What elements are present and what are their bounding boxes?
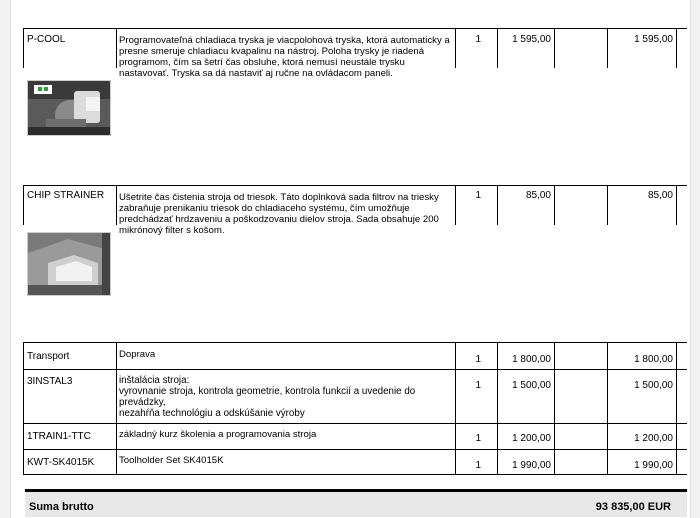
item-qty: 1 — [475, 380, 481, 391]
table-rule — [497, 28, 498, 68]
table-rule — [116, 28, 117, 68]
summary-value: 93 835,00 EUR — [595, 501, 671, 513]
item-code: 1TRAIN1-TTC — [27, 431, 91, 442]
item-total: 85,00 — [647, 190, 673, 201]
table-rule — [554, 28, 555, 68]
item-qty: 1 — [475, 34, 481, 45]
item-total: 1 595,00 — [634, 34, 673, 45]
item-code: Transport — [27, 351, 70, 362]
table-rule — [23, 185, 687, 186]
table-rule — [116, 185, 117, 225]
table-rule — [23, 423, 687, 424]
item-description: základný kurz školenia a programovania stroja — [119, 429, 317, 440]
table-rule — [455, 185, 456, 225]
item-code: P-COOL — [27, 34, 66, 45]
item-total: 1 500,00 — [634, 380, 673, 391]
summary-label: Suma brutto — [29, 501, 94, 513]
table-rule — [23, 449, 687, 450]
item-qty: 1 — [475, 433, 481, 444]
summary-bar — [25, 489, 687, 517]
table-rule — [676, 185, 677, 225]
item-description: Doprava — [119, 349, 156, 360]
item-qty: 1 — [475, 354, 481, 365]
table-rule — [676, 28, 677, 68]
table-rule — [116, 342, 117, 474]
item-unit-price: 1 200,00 — [512, 433, 551, 444]
table-rule — [23, 474, 687, 475]
item-total: 1 800,00 — [634, 354, 673, 365]
item-description: Toolholder Set SK4015K — [119, 455, 224, 466]
item-unit-price: 1 595,00 — [512, 34, 551, 45]
item-description: Ušetrite čas čistenia stroja od triesok. Táto doplnková sada filtrov na triesky zabraňuje prenikaniu triesok do chladiaceho systému, čím umožňuje predchádzať hrdzaveniu a poškodzovaniu dielov stroja. Sada obsahuje 200 mikrónový filter s košom. — [119, 192, 439, 236]
item-unit-price: 85,00 — [525, 190, 551, 201]
table-rule — [676, 342, 677, 474]
item-description: Programovateľná chladiaca tryska je viacpolohová tryska, ktorá automaticky a presne smeruje chladiacu kvapalinu na nástroj. Poloha trysky je riadená programom, čím sa šetrí čas obsluhe, ktorá nemusí neustále trysku nastavovať. Tryska sa dá nastaviť aj ručne na ovládacom paneli. — [119, 35, 450, 79]
table-rule — [607, 342, 608, 474]
table-rule — [23, 185, 24, 225]
table-rule — [554, 342, 555, 474]
item-code: 3INSTAL3 — [27, 376, 73, 387]
table-rule — [554, 185, 555, 225]
table-rule — [23, 28, 24, 68]
item-unit-price: 1 990,00 — [512, 460, 551, 471]
table-rule — [23, 28, 687, 29]
item-unit-price: 1 500,00 — [512, 380, 551, 391]
table-rule — [23, 342, 24, 474]
item-total: 1 200,00 — [634, 433, 673, 444]
table-rule — [497, 342, 498, 474]
quote-page — [10, 0, 691, 518]
table-rule — [497, 185, 498, 225]
item-total: 1 990,00 — [634, 460, 673, 471]
table-rule — [607, 185, 608, 225]
table-rule — [23, 369, 687, 370]
item-unit-price: 1 800,00 — [512, 354, 551, 365]
item-code: CHIP STRAINER — [27, 190, 105, 201]
item-qty: 1 — [475, 190, 481, 201]
table-rule — [455, 342, 456, 474]
coolant-nozzle-photo — [27, 80, 111, 136]
item-code: KWT-SK4015K — [27, 457, 95, 468]
item-description: inštalácia stroja: vyrovnanie stroja, kontrola geometrie, kontrola funkcií a uvedenie do prevádzky, nezahŕňa technológiu a odskúšanie výroby — [119, 375, 416, 419]
table-rule — [455, 28, 456, 68]
table-rule — [607, 28, 608, 68]
table-rule — [23, 342, 687, 343]
item-qty: 1 — [475, 460, 481, 471]
chip-strainer-photo — [27, 232, 111, 296]
